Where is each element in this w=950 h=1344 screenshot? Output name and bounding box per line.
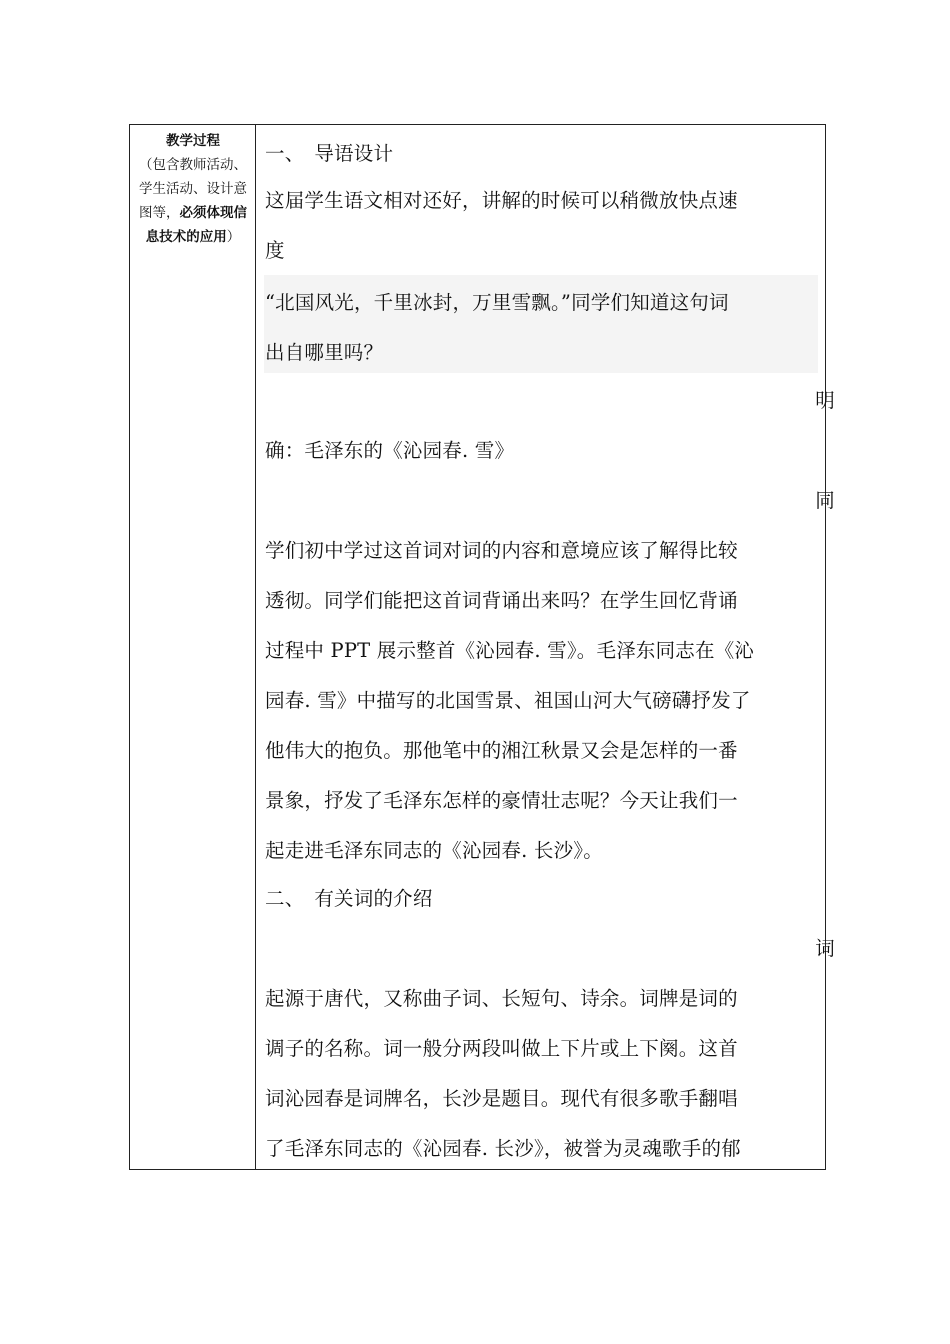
label-note-bold: 必须体现信息技术的应用 (145, 205, 247, 245)
section-label (138, 129, 248, 249)
text-line: 确：毛泽东的《沁园春. 雪》 (265, 439, 515, 462)
label-note-end: ） (226, 229, 241, 245)
text-line: 透彻。同学们能把这首词背诵出来吗？在学生回忆背诵 (265, 589, 738, 612)
heading-intro: 一、 导语设计 (265, 142, 394, 165)
text-line: 明 (815, 389, 835, 412)
text-line: 这届学生语文相对还好，讲解的时候可以稍微放快点速 (265, 189, 738, 212)
heading-ci-intro: 二、 有关词的介绍 (265, 887, 433, 910)
text-line: 起走进毛泽东同志的《沁园春. 长沙》。 (265, 839, 603, 862)
text-line: 学们初中学过这首词对词的内容和意境应该了解得比较 (265, 539, 738, 562)
label-cell (130, 125, 256, 1169)
text-line: 起源于唐代，又称曲子词、长短句、诗余。词牌是词的 (265, 987, 738, 1010)
quote-line: 出自哪里吗？ (265, 341, 384, 364)
label-note: （包含教师活动、学生活动、设计意图等， (139, 157, 247, 221)
text-line: 他伟大的抱负。那他笔中的湘江秋景又会是怎样的一番 (265, 739, 738, 762)
text-line: 词 (815, 937, 835, 960)
text-line: 调子的名称。词一般分两段叫做上下片或上下阕。这首 (265, 1037, 738, 1060)
text-line: 度 (265, 239, 285, 262)
quote-line: “北国风光，千里冰封，万里雪飘。”同学们知道这句词 (265, 291, 729, 314)
label-title: 教学过程 (166, 133, 220, 149)
text-line: 词沁园春是词牌名，长沙是题目。现代有很多歌手翻唱 (265, 1087, 738, 1110)
lesson-table (129, 124, 835, 1170)
text-line: 景象，抒发了毛泽东怎样的豪情壮志呢？今天让我们一 (265, 789, 738, 812)
text-line: 了毛泽东同志的《沁园春. 长沙》，被誉为灵魂歌手的郁 (265, 1137, 741, 1160)
text-line: 过程中 PPT 展示整首《沁园春. 雪》。毛泽东同志在《沁 (265, 639, 755, 662)
text-line: 同 (815, 489, 835, 512)
content-cell (256, 125, 835, 1169)
text-line: 园春. 雪》中描写的北国雪景、祖国山河大气磅礴抒发了 (265, 689, 751, 712)
